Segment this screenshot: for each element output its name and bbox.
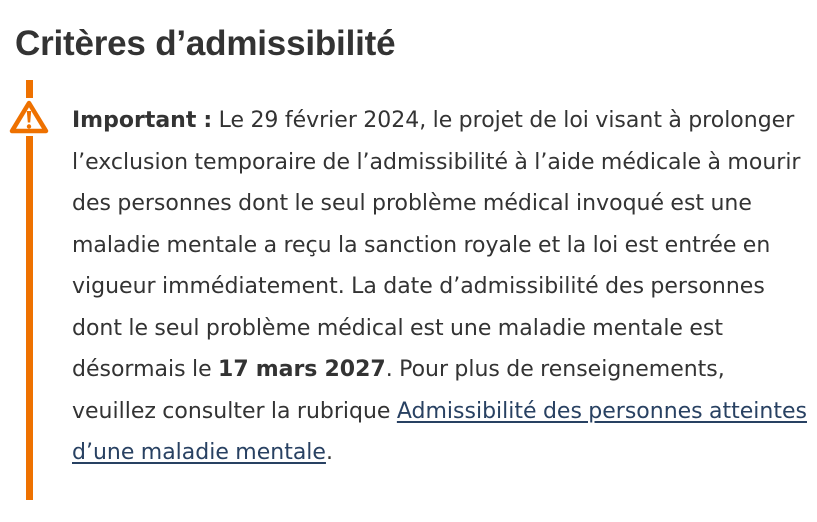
mental-illness-eligibility-link[interactable]: Admissibilité des personnes atteintes d’une maladie mentale [72, 398, 807, 465]
alert-text-outro: . Pour plus de renseignements, veuillez consulter la rubrique [72, 357, 725, 424]
warning-triangle-icon [9, 98, 49, 136]
warning-alert [0, 80, 817, 500]
page-title: Critères d’admissibilité [15, 24, 396, 63]
alert-text-intro: Le 29 février 2024, le projet de loi visant à prolonger l’exclusion temporaire de l’admissibilité à l’aide médicale à mourir des personnes dont le seul problème médical invoqué est une maladie mentale a reçu la sanction royale et la loi est entrée en vigueur immédiatement. La date d’admissibilité des personnes dont le seul problème médical est une maladie mentale est désormais le [72, 108, 801, 382]
alert-end-punctuation: . [325, 440, 333, 465]
alert-label: Important : [72, 108, 213, 133]
alert-message [72, 100, 807, 474]
alert-accent-bar [26, 80, 33, 500]
alert-date: 17 mars 2027 [218, 357, 386, 382]
